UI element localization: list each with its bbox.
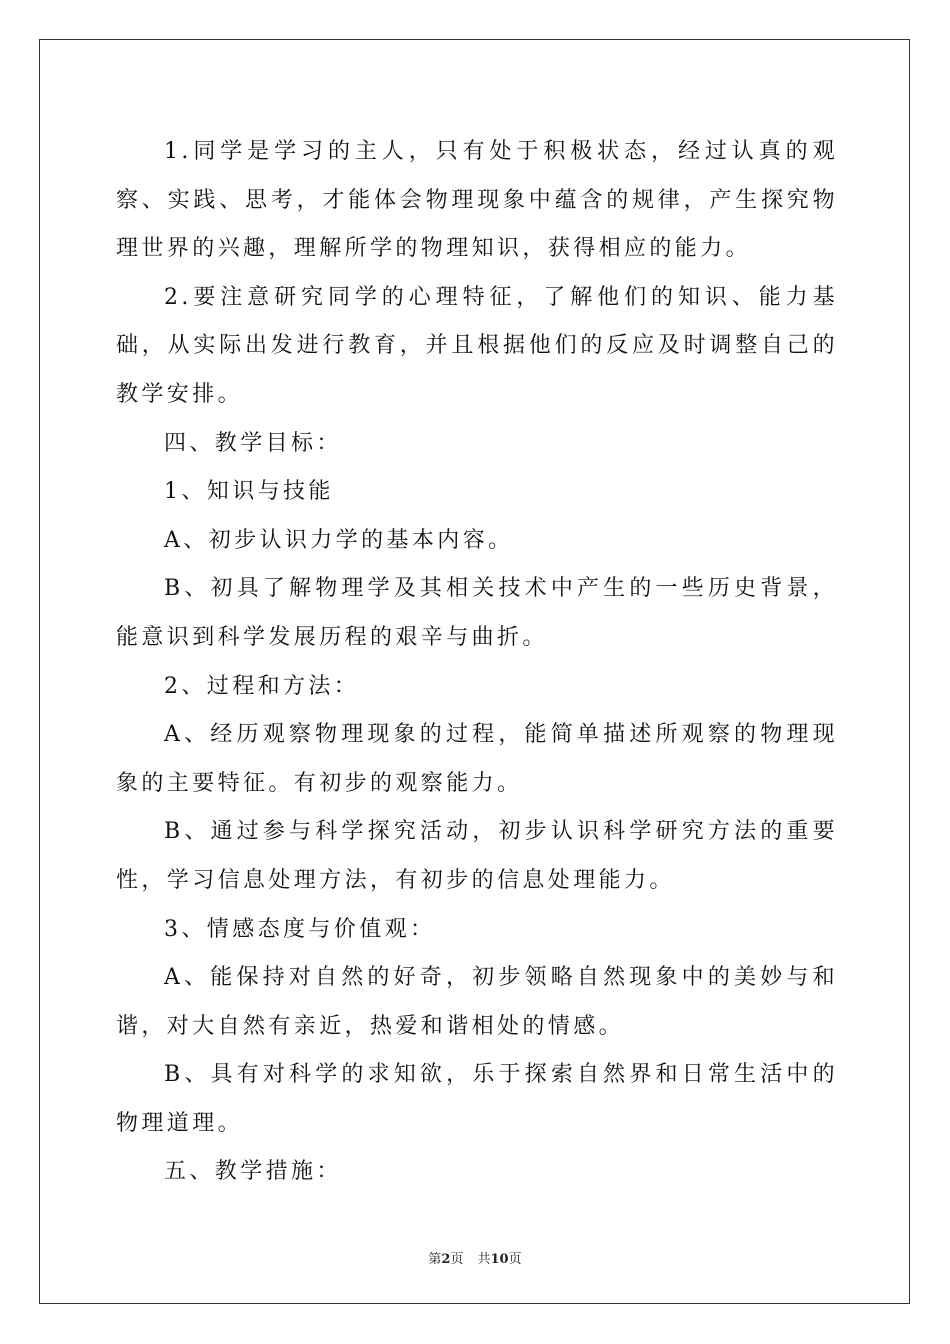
section-heading: 五、教学措施： (164, 1159, 342, 1185)
document-body (116, 128, 838, 1197)
paragraph: A、经历观察物理现象的过程，能简单描述所观察的物理现象的主要特征。有初步的观察能力。 (116, 722, 838, 796)
paragraph: 1.同学是学习的主人，只有处于积极状态，经过认真的观察、实践、思考，才能体会物理现象中蕴含的规律，产生探究物理世界的兴趣，理解所学的物理知识，获得相应的能力。 (116, 139, 838, 262)
section-heading: 四、教学目标： (164, 430, 342, 456)
paragraph: B、具有对科学的求知欲，乐于探索自然界和日常生活中的物理道理。 (116, 1062, 838, 1136)
page-prefix: 第 (428, 1252, 442, 1267)
page-suffix: 页 (450, 1252, 464, 1267)
paragraph: 2.要注意研究同学的心理特征，了解他们的知识、能力基础，从实际出发进行教育，并且根据他们的反应及时调整自己的教学安排。 (116, 284, 838, 407)
subsection-heading: 1、知识与技能 (164, 479, 334, 505)
total-prefix: 共 (477, 1252, 491, 1267)
paragraph: B、初具了解物理学及其相关技术中产生的一些历史背景，能意识到科学发展历程的艰辛与曲折。 (116, 576, 838, 650)
total-pages: 10 (490, 1252, 509, 1267)
paragraph: A、初步认识力学的基本内容。 (164, 527, 514, 553)
page-number: 2 (441, 1252, 451, 1267)
subsection-heading: 2、过程和方法： (164, 673, 360, 699)
total-suffix: 页 (508, 1252, 522, 1267)
page-footer (0, 1248, 950, 1267)
subsection-heading: 3、情感态度与价值观： (164, 916, 436, 942)
paragraph: A、能保持对自然的好奇，初步领略自然现象中的美妙与和谐，对大自然有亲近，热爱和谐相处的情感。 (116, 965, 838, 1039)
paragraph: B、通过参与科学探究活动，初步认识科学研究方法的重要性，学习信息处理方法，有初步的信息处理能力。 (116, 819, 838, 893)
